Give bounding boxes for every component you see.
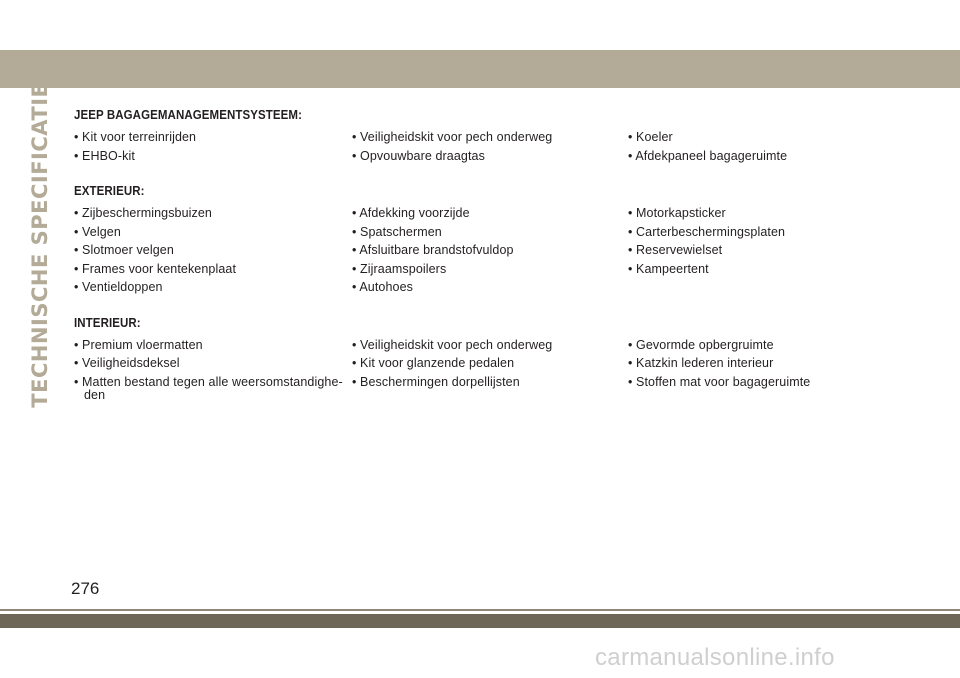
content-area xyxy=(74,108,934,418)
list-item: • Spatschermen xyxy=(352,224,442,239)
page-number: 276 xyxy=(71,579,100,598)
section-heading: EXTERIEUR: xyxy=(74,184,145,198)
list-item: • Zijbeschermingsbuizen xyxy=(74,206,212,220)
section-heading: INTERIEUR: xyxy=(74,315,141,330)
header-band xyxy=(0,50,960,88)
footer-rule xyxy=(0,609,960,611)
list-item: • Zijraamspoilers xyxy=(352,261,447,276)
section-bagage xyxy=(74,108,934,168)
list-item-line: • Matten bestand tegen alle weersomstandighe- xyxy=(74,374,343,389)
section-exterieur xyxy=(74,184,934,300)
section-heading: JEEP BAGAGEMANAGEMENTSYSTEEM: xyxy=(74,108,303,122)
list-item: • Autohoes xyxy=(352,280,413,294)
list-row xyxy=(74,376,934,402)
list-row xyxy=(74,357,934,376)
list-row xyxy=(74,131,934,150)
list-item: • Kit voor glanzende pedalen xyxy=(352,356,515,370)
list-item: • Slotmoer velgen xyxy=(74,243,174,257)
list-item: • Reservewielset xyxy=(628,243,723,257)
list-item: • Motorkapsticker xyxy=(628,206,726,220)
list-row xyxy=(74,339,934,358)
list-item: • Afsluitbare brandstofvuldop xyxy=(352,243,514,257)
list-row xyxy=(74,226,934,245)
list-item: • Veiligheidskit voor pech onderweg xyxy=(352,337,553,352)
footer-band xyxy=(0,614,960,628)
list-item: • Katzkin lederen interieur xyxy=(628,356,774,370)
list-item: • Koeler xyxy=(628,130,673,144)
list-item: • Frames voor kentekenplaat xyxy=(74,261,237,276)
list-row xyxy=(74,244,934,263)
list-item: • Stoffen mat voor bagageruimte xyxy=(628,374,811,389)
list-row xyxy=(74,263,934,282)
list-item: • Kampeertent xyxy=(628,261,709,276)
list-row xyxy=(74,207,934,226)
list-item: • Velgen xyxy=(74,224,121,239)
list-item: • Veiligheidsdeksel xyxy=(74,356,180,370)
list-item: • Kit voor terreinrijden xyxy=(74,130,197,144)
chapter-title-text: TECHNISCHE SPECIFICATIES xyxy=(28,66,52,408)
list-item: • Gevormde opbergruimte xyxy=(628,337,774,352)
list-row xyxy=(74,150,934,169)
list-item xyxy=(74,376,352,402)
list-item: • Veiligheidskit voor pech onderweg xyxy=(352,130,553,144)
list-item xyxy=(628,281,928,300)
list-item: • Carterbeschermingsplaten xyxy=(628,224,786,239)
section-interieur xyxy=(74,316,934,402)
list-item: • Afdekking voorzijde xyxy=(352,206,470,220)
list-item-continuation: den xyxy=(84,387,106,402)
list-item: • Premium vloermatten xyxy=(74,337,203,352)
list-item: • EHBO-kit xyxy=(74,148,135,163)
chapter-side-title xyxy=(16,66,64,408)
watermark: carmanualsonline.info xyxy=(595,644,835,671)
list-item: • Beschermingen dorpellijsten xyxy=(352,374,520,389)
list-row xyxy=(74,281,934,300)
list-item: • Afdekpaneel bagageruimte xyxy=(628,148,788,163)
list-item: • Ventieldoppen xyxy=(74,280,163,294)
list-item: • Opvouwbare draagtas xyxy=(352,148,485,163)
